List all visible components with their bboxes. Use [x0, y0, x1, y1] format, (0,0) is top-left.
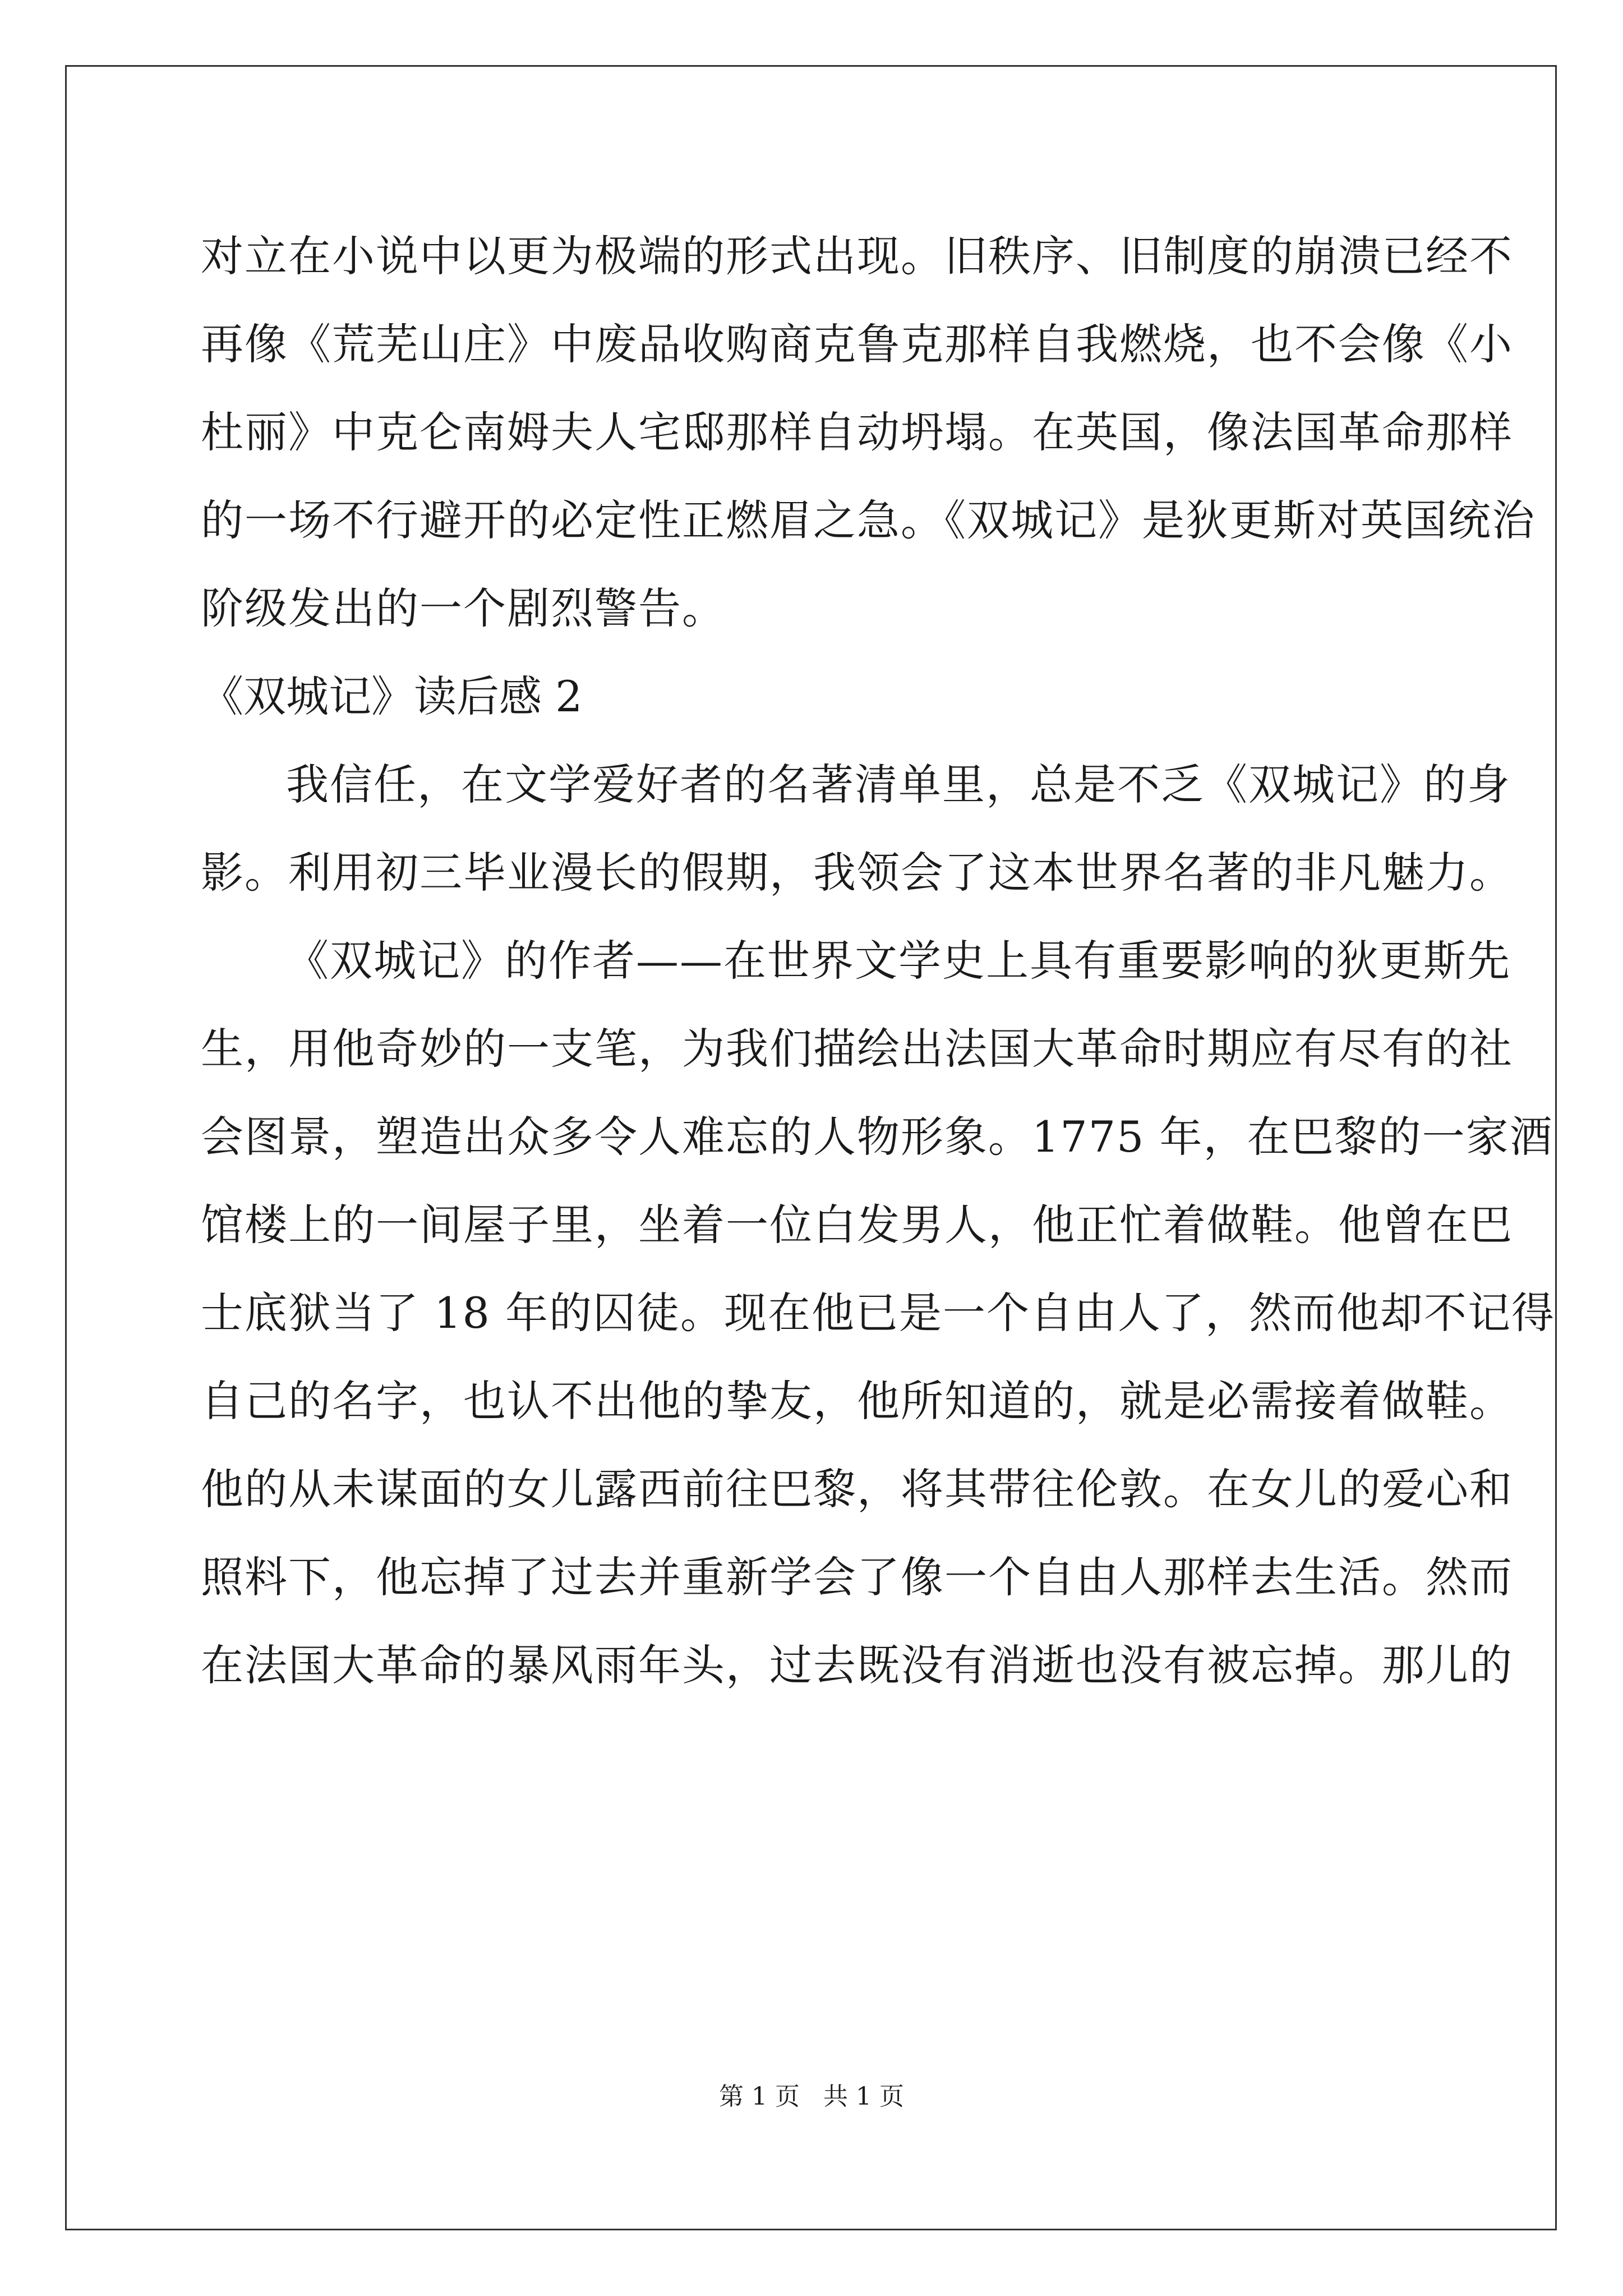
text-line: 影。利用初三毕业漫长的假期，我领会了这本世界名著的非凡魅力。: [201, 848, 1513, 898]
text-line: 在法国大革命的暴风雨年头，过去既没有消逝也没有被忘掉。那儿的: [201, 1640, 1513, 1690]
text-line: 阶级发出的一个剧烈警告。: [201, 583, 726, 633]
text-line: 照料下，他忘掉了过去并重新学会了像一个自由人那样去生活。然而: [201, 1552, 1513, 1602]
document-body: [201, 212, 1556, 1709]
text-line: 馆楼上的一间屋子里，坐着一位白发男人，他正忙着做鞋。他曾在巴: [201, 1200, 1513, 1250]
text-line: 《双城记》的作者——在世界文学史上具有重要影响的狄更斯先: [286, 936, 1511, 986]
text-line: 的一场不行避开的必定性正燃眉之急。《双城记》是狄更斯对英国统治: [201, 495, 1536, 545]
text-line: 再像《荒芜山庄》中废品收购商克鲁克那样自我燃烧，也不会像《小: [201, 319, 1513, 369]
text-line: 对立在小说中以更为极端的形式出现。旧秩序、旧制度的崩溃已经不: [201, 231, 1513, 281]
text-line: 会图景，塑造出众多令人难忘的人物形象。1775 年，在巴黎的一家酒: [201, 1112, 1553, 1162]
text-line: 杜丽》中克仑南姆夫人宅邸那样自动坍塌。在英国，像法国革命那样: [201, 407, 1513, 457]
text-line: 生，用他奇妙的一支笔，为我们描绘出法国大革命时期应有尽有的社: [201, 1024, 1513, 1074]
text-line: 士底狱当了 18 年的囚徒。现在他已是一个自由人了，然而他却不记得: [201, 1288, 1556, 1338]
text-line: 他的从未谋面的女儿露西前往巴黎，将其带往伦敦。在女儿的爱心和: [201, 1464, 1513, 1514]
page-footer: 第 1 页 共 1 页: [719, 2082, 904, 2111]
section-heading: 《双城记》读后感 2: [201, 671, 583, 721]
text-line: 我信任，在文学爱好者的名著清单里，总是不乏《双城记》的身: [286, 760, 1511, 809]
text-line: 自己的名字，也认不出他的挚友，他所知道的，就是必需接着做鞋。: [201, 1376, 1513, 1426]
